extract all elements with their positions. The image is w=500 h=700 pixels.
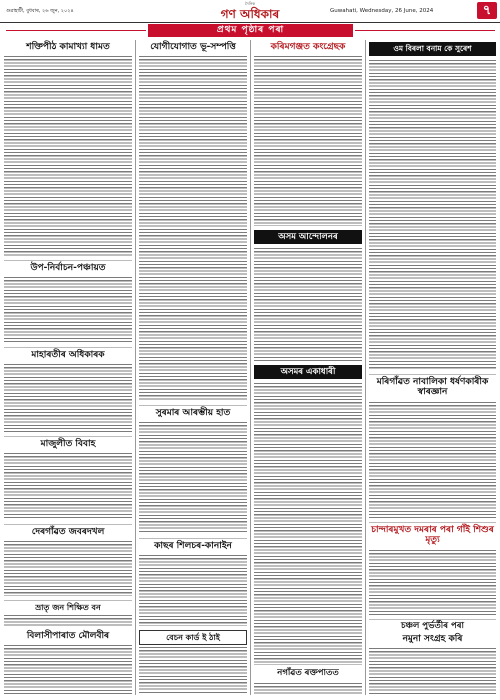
- article-text: [4, 453, 132, 520]
- article-text: [254, 248, 362, 361]
- column-rule: [135, 40, 136, 695]
- logo-tagline: দৈনিক: [244, 1, 256, 6]
- headline-surma: সুৰমাৰ আৰম্ভীয় হাত: [155, 408, 231, 418]
- headline-majuli: মাজুলীত বিবাহ: [40, 439, 96, 449]
- article-text: [4, 56, 132, 256]
- headline-morigaon: মৰিগাঁৱত নাবালিকা ধৰ্ষণকাৰীক স্বাৰজ্ঞান: [376, 377, 489, 398]
- headline-ration-card: বেচন কাৰ্ড ই ঠাই: [139, 630, 247, 645]
- headline-dergaon: দেৰগাঁৱত জবৰদখল: [31, 527, 105, 537]
- divider: [4, 436, 132, 437]
- article-text: [254, 56, 362, 226]
- divider: [4, 600, 132, 601]
- headline-kamakhya: শক্তিপীঠ কামাখ্যা ধামত: [26, 42, 110, 52]
- column-rule: [365, 40, 366, 695]
- article-text: [254, 383, 362, 665]
- divider: [139, 405, 247, 406]
- newspaper-logo: [200, 1, 300, 21]
- headline-brother: ভ্ৰাতৃ জন শিক্ষিত বন: [35, 602, 101, 612]
- article-text: [4, 645, 132, 695]
- article-text: [4, 364, 132, 432]
- masthead: [0, 0, 500, 23]
- article-text: [369, 60, 496, 370]
- masthead-date-bengali: গুৱাহাটী, বুধবাৰ, ২৬ জুন, ২০২৪: [6, 8, 74, 14]
- headline-sample: নমুনা সংগ্ৰহ কৰি: [402, 634, 463, 644]
- divider: [139, 538, 247, 539]
- headline-bilasipara: বিলাসীপাৰাত মৌলবীৰ: [26, 631, 110, 641]
- masthead-date-english: Guwahati, Wednesday, 26 June, 2024: [330, 8, 434, 14]
- headline-nagaon: নগাঁৱত ৰক্তপাতত: [277, 668, 339, 678]
- article-text: [4, 277, 132, 343]
- headline-bypoll: উপ-নিৰ্বাচন-পঞ্চায়ত: [30, 263, 106, 273]
- headline-silchar: কাছৰ শিলচৰ-কানাইন: [154, 541, 232, 551]
- headline-chanchal: চঞ্চল পুৰ্ভৰ্তীৰ পৰা: [401, 621, 464, 631]
- article-text: [139, 56, 247, 401]
- article-text: [139, 422, 247, 534]
- divider: [369, 522, 496, 523]
- headline-om-birla: ওম বিৰলা বনাম কে সুৰেশ: [369, 42, 496, 56]
- article-text: [369, 402, 496, 518]
- divider: [4, 524, 132, 525]
- article-text: [139, 555, 247, 626]
- logo-name: গণ অধিকাৰ: [220, 7, 280, 21]
- article-text: [369, 550, 496, 615]
- article-text: [4, 541, 132, 596]
- headline-chandarmukh: চান্দাৰমুখত দমৰাৰ পৰা গাঁই শিশুৰ মৃত্যু: [371, 525, 494, 546]
- divider: [369, 619, 496, 620]
- headline-assam-single: অসমৰ একাধাৰী: [254, 365, 362, 379]
- section-banner: প্ৰথম পৃষ্ঠাৰ পৰা: [148, 24, 353, 37]
- divider: [4, 260, 132, 261]
- headline-assam-movement: অসম আন্দোলনৰ: [254, 230, 362, 244]
- article-text: [254, 683, 362, 695]
- article-text: [4, 615, 132, 628]
- headline-right: মাহাৰতীৰ অধিকাৰক: [31, 350, 105, 360]
- divider: [4, 347, 132, 348]
- article-text: [369, 648, 496, 695]
- headline-property: যোগীযোগাত ভূ-সম্পত্তি: [150, 42, 236, 52]
- column-rule: [250, 40, 251, 695]
- article-text: [139, 647, 247, 695]
- divider: [369, 374, 496, 375]
- page-number: ৭: [477, 2, 497, 19]
- headline-karimganj: কৰিমগঞ্জত কংগ্ৰেছক: [270, 42, 346, 52]
